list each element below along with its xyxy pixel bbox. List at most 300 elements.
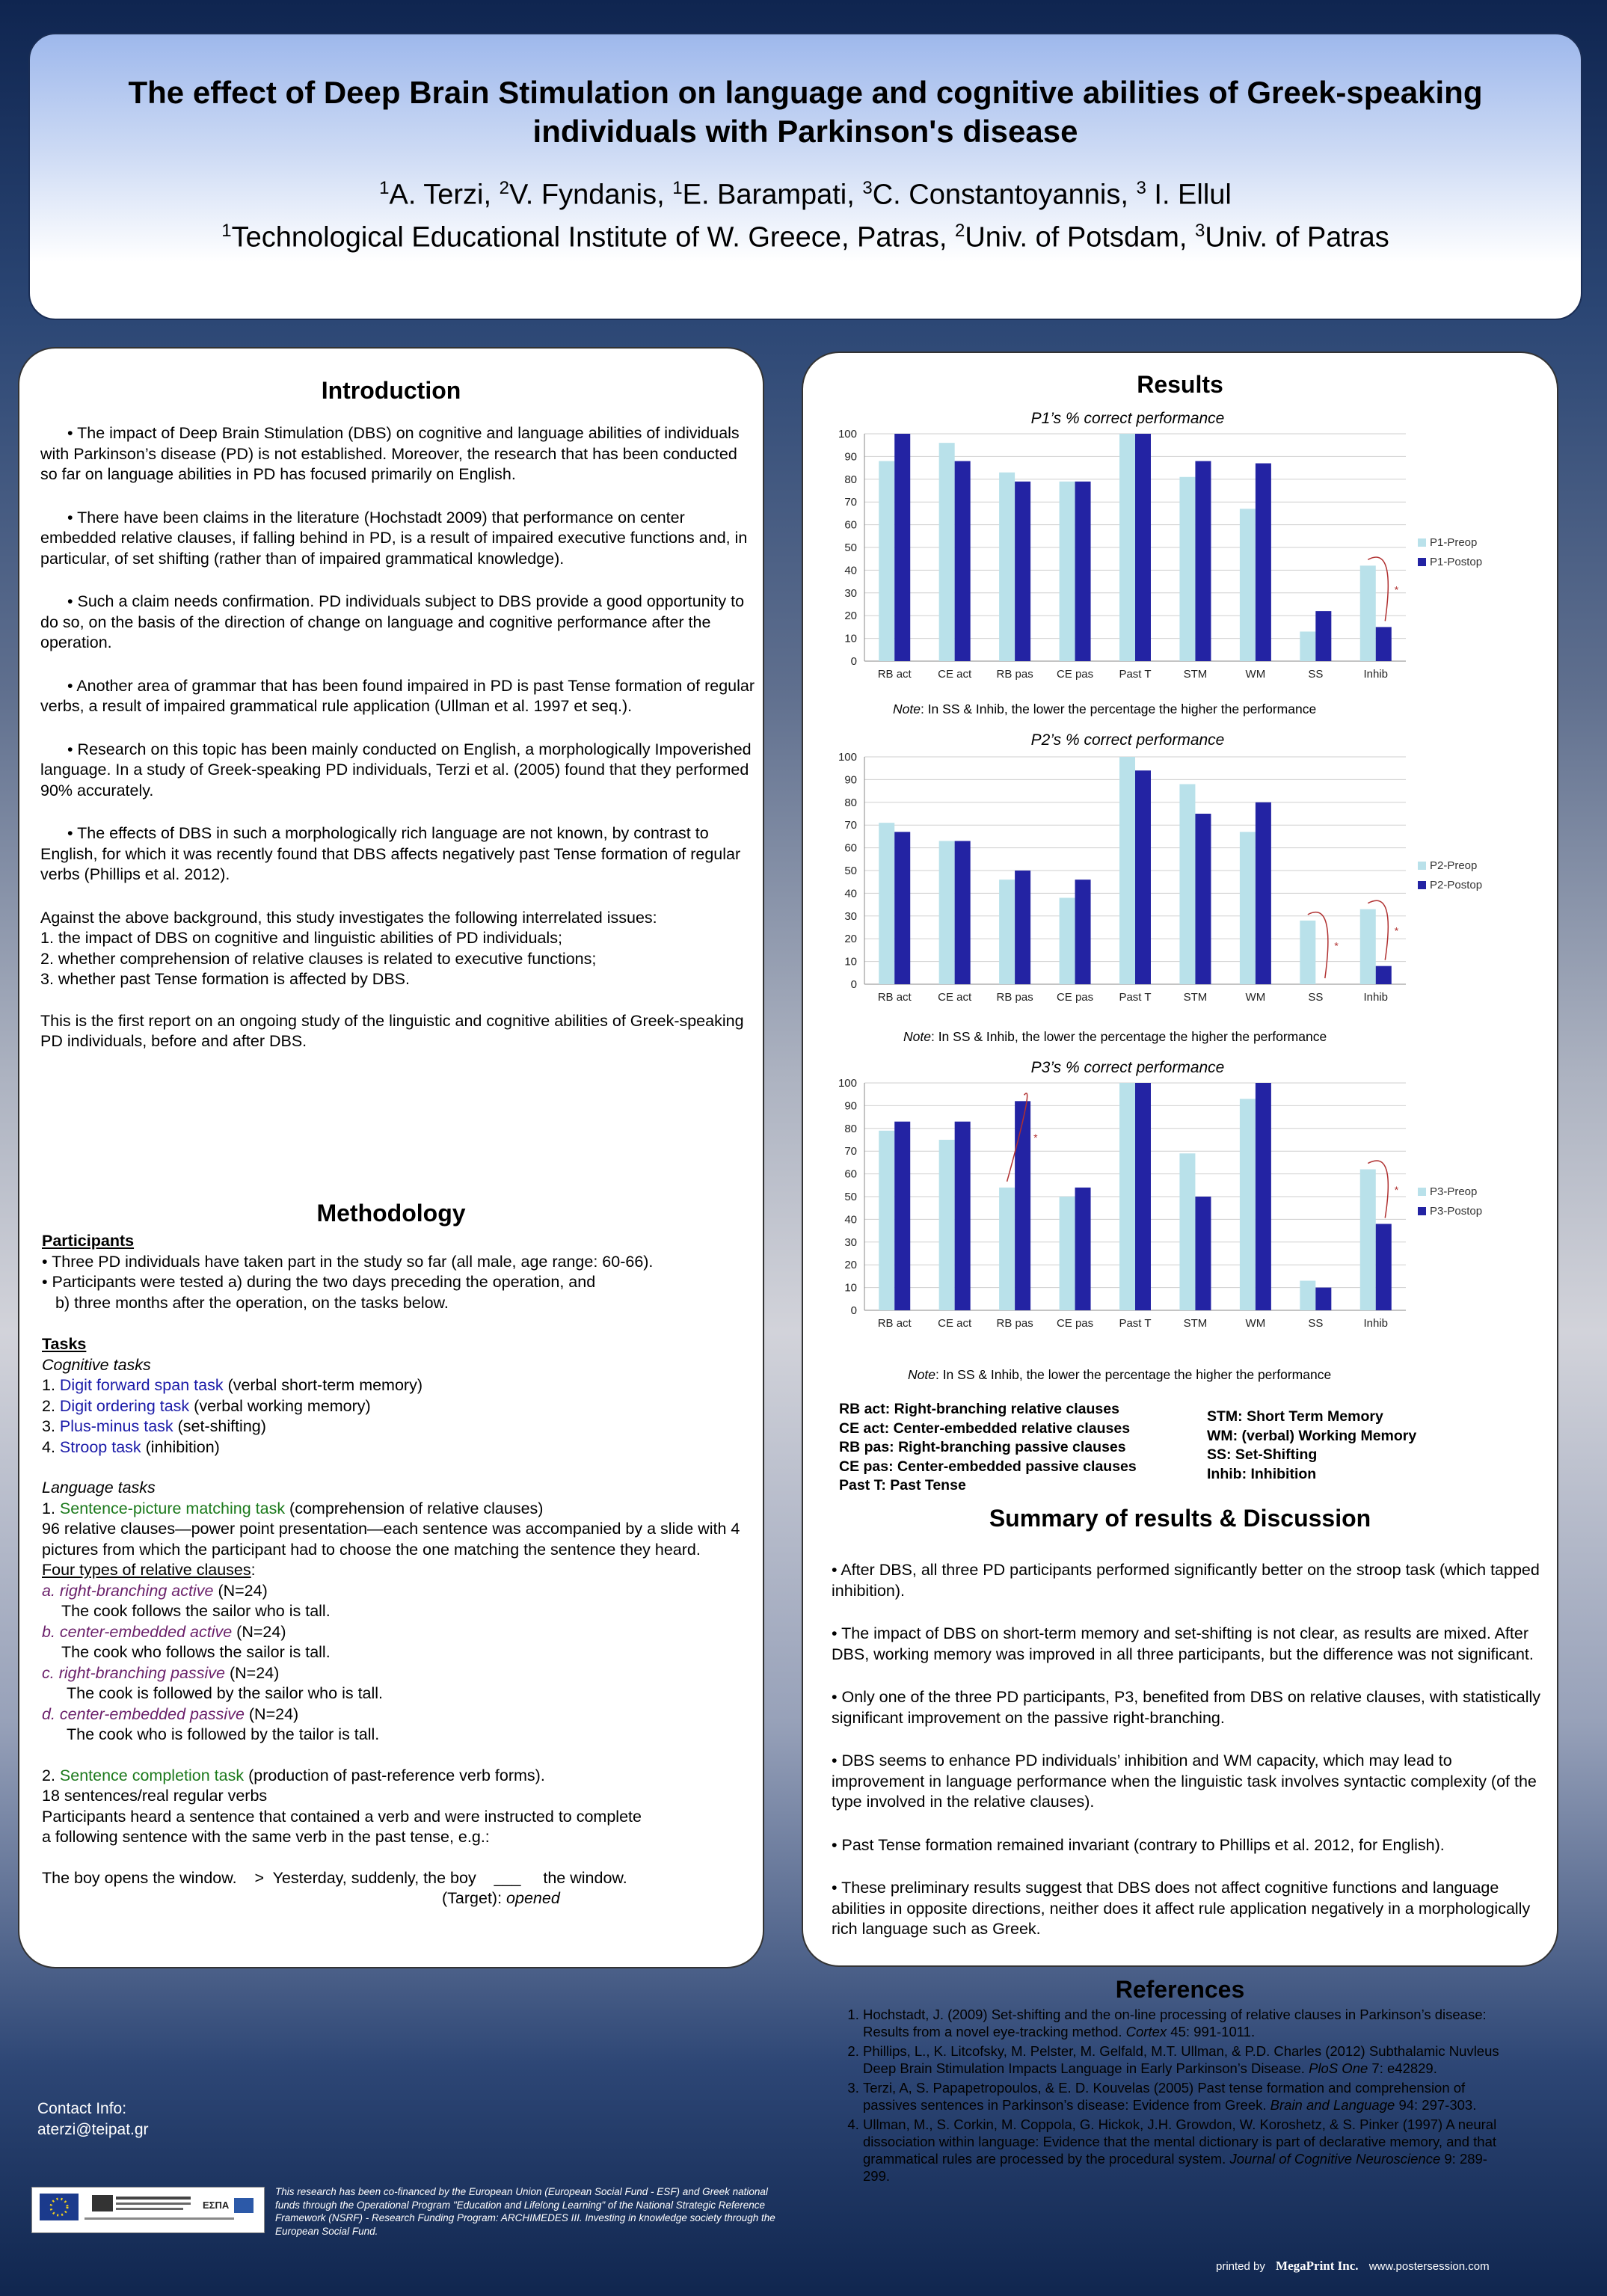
bar-p1-postop	[1315, 611, 1331, 661]
x-tick-label: WM	[1245, 1317, 1266, 1330]
task2-line: 18 sentences/real regular verbs	[42, 1787, 268, 1805]
issue-item: 3. whether past Tense formation is affected by DBS.	[40, 970, 410, 988]
author-list	[30, 171, 1581, 213]
task-name: Digit forward span task	[59, 1376, 224, 1394]
bar-p2-preop	[1060, 897, 1075, 984]
author-name: C. Constantoyannis,	[872, 179, 1137, 211]
intro-paragraph: • The impact of Deep Brain Stimulation (DBS) on cognitive and language abilities of individuals with Parkinson’s disease (PD) is not established. Moreover, the research that has been conducted so far on language abilities in PD has focused primarily on English.	[40, 424, 740, 483]
chart-note	[893, 702, 1316, 717]
abbreviation: CE pas: Center-embedded passive clauses	[839, 1458, 1137, 1475]
note-prefix: Note	[893, 702, 921, 716]
note-prefix: Note	[908, 1367, 935, 1382]
reference-text: Ullman, M., S. Corkin, M. Coppola, G. Hickok, J.H. Growdon, W. Koroshetz, & S. Pinker (1997) A neural dissociation within language: Evidence that the mental dictionary is part of declarative memory, and that grammatical rules are processed by the procedural system.	[863, 2117, 1497, 2167]
x-tick-label: WM	[1245, 991, 1266, 1004]
title-line-1: The effect of Deep Brain Stimulation on language and cognitive abilities of Greek-speaking	[128, 75, 1483, 110]
legend-label: P1-Preop	[1430, 536, 1478, 549]
abbreviations-left	[839, 1400, 1137, 1496]
reference-text: Terzi, A, S. Papapetropoulos, & E. D. Kouvelas (2005) Past tense formation and comprehension of passives sentences in Parkinson’s disease: Evidence from Greek.	[863, 2080, 1466, 2113]
x-tick-label: CE pas	[1056, 991, 1094, 1004]
task-name: Sentence-picture matching task	[59, 1499, 286, 1517]
x-tick-label: CE pas	[1056, 668, 1094, 681]
contact-email[interactable]: aterzi@teipat.gr	[37, 2121, 149, 2138]
contact-info	[37, 2099, 149, 2140]
example-sentence	[42, 1868, 756, 1889]
clause-example: The cook who follows the sailor is tall.	[61, 1643, 331, 1661]
references-list	[841, 2006, 1514, 2187]
intro-paragraph: • Such a claim needs confirmation. PD individuals subject to DBS provide a good opportunity to do so, on the basis of the direction of change on language and cognitive performance after the operation.	[40, 592, 745, 651]
y-tick-label: 40	[844, 1213, 857, 1227]
abbreviation: RB act: Right-branching relative clauses	[839, 1401, 1119, 1417]
intro-paragraph: • There have been claims in the literature (Hochstadt 2009) that performance on center embedded relative clauses, if falling behind in PD, is a result of impaired executive functions and, in particular, of set shifting (rather than of impaired grammatical knowledge).	[40, 508, 748, 568]
clause-n: (N=24)	[244, 1704, 299, 1723]
summary-paragraph: • DBS seems to enhance PD individuals’ inhibition and WM capacity, which may lead to improvement in language performance when the linguistic task involves syntactic complexity (of the type involved in the relative clauses).	[832, 1752, 1537, 1811]
task-num: 4.	[42, 1437, 60, 1456]
ministry-text-line	[116, 2208, 183, 2210]
results-heading: Results	[1137, 371, 1223, 398]
clause-types-heading	[42, 1560, 756, 1581]
x-tick-label: CE act	[938, 991, 972, 1004]
bar-p3-postop	[1075, 1188, 1091, 1310]
cognitive-task	[42, 1375, 756, 1396]
note-prefix: Note	[903, 1029, 931, 1044]
reference-text: Hochstadt, J. (2009) Set-shifting and the on-line processing of relative clauses in Parkinson’s disease: Results from a novel eye-tracking method.	[863, 2007, 1487, 2039]
task-num: 2.	[42, 1396, 60, 1415]
cognitive-task	[42, 1416, 756, 1437]
summary-paragraph: • The impact of DBS on short-term memory and set-shifting is not clear, as results are mixed. After DBS, working memory was improved in all three participants, but the difference was not significant.	[832, 1624, 1534, 1663]
task-desc: (set-shifting)	[173, 1417, 266, 1435]
participants-line: b) three months after the operation, on the tasks below.	[55, 1293, 449, 1312]
bar-p3-preop	[999, 1188, 1015, 1310]
reference-item	[863, 2042, 1514, 2077]
y-tick-label: 100	[838, 1077, 857, 1090]
clause-type	[42, 1622, 756, 1643]
bar-p3-preop	[1240, 1099, 1256, 1310]
x-tick-label: SS	[1308, 668, 1324, 681]
intro-closing: This is the first report on an ongoing study of the linguistic and cognitive abilities of Greek-speaking PD individuals, before and after DBS.	[40, 1011, 744, 1050]
legend-swatch	[1418, 538, 1426, 547]
affiliation-sup: 3	[1195, 220, 1205, 241]
language-task-1	[42, 1499, 756, 1520]
bar-p3-postop	[894, 1122, 910, 1310]
bar-p1-preop	[939, 443, 955, 661]
y-tick-label: 80	[844, 796, 857, 809]
bar-p1-preop	[1179, 477, 1195, 661]
author-name: V. Fyndanis,	[508, 179, 673, 211]
task1-description: 96 relative clauses—power point presentation—each sentence was accompanied by a slide with 4 pictures from which the participant had to choose the one matching the sentence they heard.	[42, 1520, 740, 1559]
affiliation-name: Univ. of Potsdam,	[965, 221, 1195, 254]
author-sup: 1	[379, 178, 390, 198]
x-tick-label: Inhib	[1363, 991, 1389, 1004]
summary-paragraph: • These preliminary results suggest that DBS does not affect cognitive functions and language abilities in opposite directions, neither does it affect rule application negatively in a morphologically rich language such as Greek.	[832, 1879, 1531, 1938]
bar-p1-postop	[1195, 461, 1211, 661]
y-tick-label: 30	[844, 586, 857, 600]
reference-journal: PloS One	[1309, 2060, 1368, 2076]
bar-p1-preop	[879, 461, 894, 661]
significance-marker: *	[1394, 583, 1399, 596]
chart-note	[908, 1367, 1331, 1383]
participants-line: • Participants were tested a) during the two days preceding the operation, and	[42, 1273, 596, 1291]
task-num: 3.	[42, 1417, 60, 1435]
clause-type	[42, 1581, 756, 1602]
abbreviation: SS: Set-Shifting	[1207, 1446, 1318, 1463]
task-name: Digit ordering task	[59, 1396, 190, 1415]
bar-p1-preop	[1360, 565, 1376, 661]
legend-label: P2-Postop	[1430, 879, 1483, 891]
bar-p1-postop	[955, 461, 971, 661]
x-tick-label: RB act	[877, 668, 912, 681]
issue-item: 1. the impact of DBS on cognitive and linguistic abilities of PD individuals;	[40, 929, 562, 947]
affiliation-name: Technological Educational Institute of W. Greece, Patras,	[231, 221, 955, 254]
abbreviation: Past T: Past Tense	[839, 1477, 966, 1494]
note-text: : In SS & Inhib, the lower the percentage the higher the performance	[930, 1029, 1327, 1044]
bar-p3-preop	[1179, 1153, 1195, 1310]
espa-logo-icon	[234, 2198, 254, 2213]
significance-marker: *	[1394, 1184, 1399, 1196]
y-tick-label: 90	[844, 773, 857, 787]
affiliation-name: Univ. of Patras	[1205, 221, 1389, 254]
introduction-heading: Introduction	[321, 377, 461, 404]
reference-journal: Brain and Language	[1270, 2097, 1395, 2113]
x-tick-label: SS	[1308, 1317, 1324, 1330]
bar-p1-postop	[1015, 482, 1030, 661]
y-tick-label: 50	[844, 865, 857, 877]
legend-label: P1-Postop	[1430, 556, 1483, 568]
reference-text: Phillips, L., K. Litcofsky, M. Pelster, M. Gelfald, M.T. Ullman, & P.D. Charles (2012) Subthalamic Nuvleus Deep Brain Stimulation Impacts Language in Early Parkinson’s Disease.	[863, 2043, 1499, 2076]
bar-p2-postop	[1075, 880, 1091, 984]
clause-example: The cook follows the sailor who is tall.	[61, 1602, 331, 1620]
cognitive-tasks-heading: Cognitive tasks	[42, 1355, 151, 1374]
significance-marker: *	[1394, 924, 1399, 937]
task-desc: (verbal short-term memory)	[223, 1376, 423, 1394]
issue-item: 2. whether comprehension of relative clauses is related to executive functions;	[40, 949, 597, 968]
bar-p3-preop	[879, 1131, 894, 1310]
clause-n: (N=24)	[232, 1622, 286, 1641]
printer-name: MegaPrint Inc.	[1276, 2259, 1359, 2273]
summary-paragraph: • Past Tense formation remained invariant (contrary to Phillips et al. 2012, for English).	[832, 1835, 1445, 1854]
legend-label: P3-Postop	[1430, 1205, 1483, 1218]
y-tick-label: 0	[850, 1304, 857, 1317]
bar-p2-postop	[894, 832, 910, 984]
legend-swatch	[1418, 1207, 1426, 1215]
task-num: 1.	[42, 1376, 60, 1394]
printer-credit	[1216, 2259, 1490, 2274]
funding-logos	[31, 2187, 265, 2233]
bar-p3-postop	[1135, 1083, 1151, 1310]
target-word: opened	[506, 1889, 560, 1907]
printer-url[interactable]: www.postersession.com	[1368, 2260, 1490, 2273]
task-name: Sentence completion task	[59, 1766, 245, 1784]
reference-journal: Journal of Cognitive Neuroscience	[1229, 2151, 1441, 2167]
clause-type	[42, 1704, 756, 1725]
task-num: 2.	[42, 1766, 60, 1784]
reference-item	[863, 2006, 1514, 2040]
significance-marker: *	[1334, 939, 1339, 952]
clause-label: d. center-embedded passive	[42, 1704, 245, 1723]
language-task-2	[42, 1766, 756, 1787]
bar-p2-preop	[999, 880, 1015, 984]
clause-types-label: Four types of relative clauses	[42, 1561, 251, 1579]
methodology-text	[42, 1231, 756, 1909]
y-tick-label: 20	[844, 933, 857, 946]
clause-label: c. right-branching passive	[42, 1663, 225, 1682]
bar-p3-preop	[1060, 1197, 1075, 1310]
x-tick-label: CE pas	[1056, 1317, 1094, 1330]
x-tick-label: RB act	[877, 1317, 912, 1330]
bar-p3-postop	[1256, 1083, 1271, 1310]
legend-swatch	[1418, 862, 1426, 870]
legend-label: P2-Preop	[1430, 859, 1478, 872]
summary-paragraph: • Only one of the three PD participants, P3, benefited from DBS on relative clauses, with statistically significant improvement on the passive right-branching.	[832, 1688, 1541, 1727]
chart-title: P1’s % correct performance	[1030, 410, 1225, 427]
author-sup: 3	[1136, 178, 1146, 198]
bar-p3-preop	[939, 1140, 955, 1310]
author-name: E. Barampati,	[682, 179, 863, 211]
funding-logos-graphic	[32, 2188, 264, 2232]
x-tick-label: Past T	[1119, 1317, 1152, 1330]
participants-heading: Participants	[42, 1232, 135, 1250]
poster-header	[28, 33, 1582, 320]
task-desc: (verbal working memory)	[189, 1396, 371, 1415]
cognitive-task	[42, 1396, 756, 1417]
clause-n: (N=24)	[224, 1663, 280, 1682]
bar-p2-preop	[1119, 757, 1135, 984]
funding-statement: This research has been co-financed by the European Union (European Social Fund - ESF) and Greek national funds through the Operational Program "Education and Lifelong Learning" of the National Strategic Reference Framework (NSRF) - Research Funding Program: ARCHIMEDES III. Investing in knowledge society through the European Social Fund.	[275, 2186, 775, 2237]
y-tick-label: 70	[844, 819, 857, 832]
clause-example: The cook is followed by the sailor who is tall.	[67, 1684, 384, 1702]
y-tick-label: 30	[844, 1236, 857, 1249]
author-sup: 3	[862, 178, 873, 198]
ministry-text-line	[116, 2197, 191, 2200]
poster-title	[105, 73, 1506, 151]
bar-p1-postop	[1256, 464, 1271, 661]
significance-marker: *	[1033, 1132, 1038, 1144]
tasks-heading: Tasks	[42, 1335, 87, 1353]
bar-p3-postop	[1376, 1224, 1392, 1310]
bar-p1-postop	[1135, 434, 1151, 661]
language-tasks-heading: Language tasks	[42, 1479, 156, 1497]
y-tick-label: 10	[844, 1281, 857, 1295]
reference-item	[863, 2079, 1514, 2114]
contact-label: Contact Info:	[37, 2100, 127, 2117]
bar-p2-postop	[1376, 966, 1392, 984]
title-line-2: individuals with Parkinson's disease	[532, 114, 1078, 149]
chart-title: P2’s % correct performance	[1030, 731, 1225, 749]
p3-bar-chart	[803, 1077, 1551, 1354]
x-tick-label: Inhib	[1363, 668, 1389, 681]
x-tick-label: STM	[1183, 668, 1208, 681]
task-name: Stroop task	[59, 1437, 141, 1456]
x-tick-label: Past T	[1119, 991, 1152, 1004]
y-tick-label: 60	[844, 841, 857, 855]
bar-p2-preop	[939, 841, 955, 984]
legend-swatch	[1418, 1188, 1426, 1196]
task-name: Plus-minus task	[59, 1417, 173, 1435]
target-label: (Target):	[442, 1889, 503, 1907]
bar-p3-postop	[955, 1122, 971, 1310]
task-num: 1.	[42, 1499, 60, 1517]
legend-swatch	[1418, 881, 1426, 889]
bar-p1-preop	[1119, 434, 1135, 661]
printed-by-label: printed by	[1216, 2260, 1265, 2273]
y-tick-label: 10	[844, 632, 857, 645]
affiliation-sup: 1	[221, 220, 232, 241]
x-tick-label: RB pas	[996, 991, 1033, 1004]
y-tick-label: 10	[844, 955, 857, 969]
bar-p1-preop	[1240, 509, 1256, 661]
bar-p1-postop	[1075, 482, 1091, 661]
y-tick-label: 60	[844, 1167, 857, 1181]
bar-p3-preop	[1300, 1280, 1315, 1310]
x-tick-label: CE act	[938, 668, 972, 681]
author-sup: 1	[672, 178, 683, 198]
author-name: A. Terzi,	[389, 179, 500, 211]
example-stem: The boy opens the window. > Yesterday, suddenly, the boy	[42, 1868, 476, 1887]
bar-p3-preop	[1360, 1170, 1376, 1310]
clause-n: (N=24)	[213, 1581, 268, 1600]
clause-type	[42, 1663, 756, 1684]
reference-pages: 94: 297-303.	[1395, 2097, 1477, 2113]
task2-line: Participants heard a sentence that contained a verb and were instructed to complete	[42, 1807, 642, 1826]
task-desc: (comprehension of relative clauses)	[285, 1499, 544, 1517]
y-tick-label: 60	[844, 518, 857, 532]
bar-p2-postop	[955, 841, 971, 984]
chart-title: P3’s % correct performance	[1030, 1059, 1225, 1076]
x-tick-label: RB act	[877, 991, 912, 1004]
methodology-heading: Methodology	[316, 1200, 466, 1227]
bar-p1-postop	[1376, 627, 1392, 661]
clause-types-colon: :	[251, 1561, 256, 1579]
example-target	[42, 1888, 756, 1909]
y-tick-label: 90	[844, 450, 857, 464]
affiliation-sup: 2	[955, 220, 965, 241]
bar-p2-preop	[1240, 832, 1256, 984]
summary-paragraph: • After DBS, all three PD participants performed significantly better on the stroop task (which tapped inhibition).	[832, 1561, 1540, 1600]
bar-p3-postop	[1315, 1288, 1331, 1310]
y-tick-label: 50	[844, 1191, 857, 1203]
abbreviation: CE act: Center-embedded relative clauses	[839, 1419, 1131, 1437]
bar-p2-preop	[1179, 784, 1195, 984]
right-panel	[802, 352, 1558, 1967]
clause-example: The cook who is followed by the tailor is tall.	[67, 1725, 380, 1743]
note-text: : In SS & Inhib, the lower the percentage the higher the performance	[935, 1367, 1332, 1382]
intro-paragraph: • The effects of DBS in such a morphologically rich language are not known, by contrast to English, for which it was recently found that DBS affects negatively past Tense formation of regular verbs (Phillips et al. 2012).	[40, 824, 741, 883]
clause-label: b. center-embedded active	[42, 1622, 233, 1641]
abbreviation: STM: Short Term Memory	[1207, 1408, 1383, 1425]
x-tick-label: STM	[1183, 1317, 1208, 1330]
abbreviation: RB pas: Right-branching passive clauses	[839, 1439, 1126, 1455]
bar-p2-postop	[1135, 770, 1151, 984]
bar-p1-postop	[894, 434, 910, 661]
intro-paragraph: • Another area of grammar that has been found impaired in PD is past Tense formation of regular verbs, a result of impaired grammatical rule application (Ullman et al. 1997 et seq.).	[40, 676, 755, 715]
affiliation-list	[30, 213, 1581, 256]
bar-p2-preop	[1360, 909, 1376, 984]
legend-swatch	[1418, 558, 1426, 566]
bar-p3-postop	[1015, 1101, 1030, 1310]
eu-flag-icon	[40, 2194, 79, 2220]
chart-note	[903, 1029, 1327, 1045]
y-tick-label: 50	[844, 541, 857, 554]
x-tick-label: SS	[1308, 991, 1324, 1004]
y-tick-label: 30	[844, 909, 857, 923]
summary-text	[832, 1560, 1542, 1962]
bar-p1-preop	[999, 473, 1015, 661]
p2-bar-chart	[803, 751, 1551, 1028]
y-tick-label: 100	[838, 751, 857, 764]
summary-heading: Summary of results & Discussion	[989, 1505, 1371, 1532]
bar-p3-postop	[1195, 1197, 1211, 1310]
x-tick-label: CE act	[938, 1317, 972, 1330]
author-name: I. Ellul	[1146, 179, 1232, 211]
example-end: the window.	[543, 1868, 627, 1887]
task-desc: (production of past-reference verb forms).	[244, 1766, 545, 1784]
y-tick-label: 70	[844, 1145, 857, 1158]
introduction-text	[40, 423, 755, 1052]
reference-pages: 45: 991-1011.	[1167, 2024, 1256, 2039]
abbreviations-right	[1207, 1408, 1416, 1484]
p1-bar-chart	[803, 428, 1551, 705]
reference-journal: Cortex	[1125, 2024, 1167, 2039]
bar-p2-postop	[1256, 802, 1271, 984]
task-desc: (inhibition)	[141, 1437, 220, 1456]
bar-p2-preop	[879, 823, 894, 984]
author-sup: 2	[499, 178, 509, 198]
bar-p2-postop	[1195, 814, 1211, 984]
x-tick-label: STM	[1183, 991, 1208, 1004]
references-heading: References	[1115, 1976, 1245, 2003]
x-tick-label: WM	[1245, 668, 1266, 681]
y-tick-label: 90	[844, 1099, 857, 1113]
reference-pages: 7: e42829.	[1368, 2060, 1437, 2076]
y-tick-label: 20	[844, 610, 857, 623]
authors	[30, 171, 1581, 255]
bar-p1-preop	[1060, 482, 1075, 661]
left-panel	[18, 347, 764, 1968]
y-tick-label: 20	[844, 1259, 857, 1272]
reference-item	[863, 2116, 1514, 2185]
x-tick-label: RB pas	[996, 668, 1033, 681]
y-tick-label: 70	[844, 496, 857, 509]
participants-line: • Three PD individuals have taken part in the study so far (all male, age range: 60-66).	[42, 1252, 654, 1271]
y-tick-label: 80	[844, 1122, 857, 1135]
ministry-emblem-icon	[92, 2195, 113, 2211]
x-tick-label: Inhib	[1363, 1317, 1389, 1330]
bar-p1-preop	[1300, 631, 1315, 661]
cognitive-task	[42, 1437, 756, 1458]
y-tick-label: 0	[850, 655, 857, 668]
ministry-text-line	[116, 2203, 191, 2205]
issues-intro: Against the above background, this study investigates the following interrelated issues:	[40, 908, 657, 927]
x-tick-label: Past T	[1119, 668, 1152, 681]
reference-pages: 9: 289-299.	[863, 2151, 1487, 2184]
y-tick-label: 40	[844, 887, 857, 900]
x-tick-label: RB pas	[996, 1317, 1033, 1330]
y-tick-label: 80	[844, 473, 857, 486]
bar-p3-preop	[1119, 1083, 1135, 1310]
ministry-text-line	[85, 2217, 234, 2220]
clause-label: a. right-branching active	[42, 1581, 214, 1600]
note-text: : In SS & Inhib, the lower the percentage the higher the performance	[920, 702, 1317, 716]
legend-label: P3-Preop	[1430, 1185, 1478, 1198]
y-tick-label: 100	[838, 428, 857, 441]
example-blank: ___	[494, 1868, 521, 1887]
y-tick-label: 40	[844, 564, 857, 577]
bar-p2-preop	[1300, 921, 1315, 984]
abbreviation: Inhib: Inhibition	[1207, 1465, 1317, 1482]
intro-paragraph: • Research on this topic has been mainly conducted on English, a morphologically Impoverished language. In a study of Greek-speaking PD individuals, Terzi et al. (2005) found that they performed 90% accurately.	[40, 740, 752, 799]
y-tick-label: 0	[850, 978, 857, 991]
espa-logo-text: ΕΣΠΑ	[203, 2200, 230, 2211]
abbreviation: WM: (verbal) Working Memory	[1207, 1427, 1417, 1444]
